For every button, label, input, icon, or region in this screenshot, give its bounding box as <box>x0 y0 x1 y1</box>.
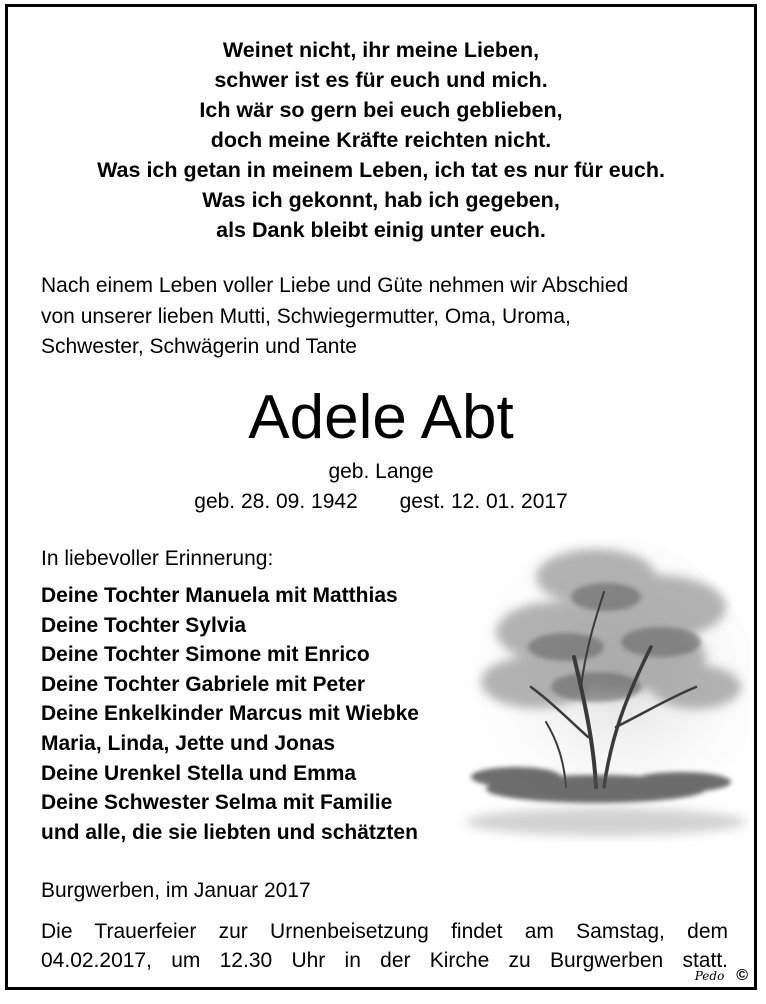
obituary-notice <box>5 4 757 990</box>
copyright-icon: © <box>736 967 748 984</box>
death-date: gest. 12. 01. 2017 <box>399 490 568 513</box>
place-date: Burgwerben, im Januar 2017 <box>41 879 311 902</box>
mourner-line: Deine Tochter Simone mit Enrico <box>41 643 370 667</box>
poem-line: Was ich getan in meinem Leben, ich tat es nur für euch. <box>97 158 665 182</box>
funeral-notice: Die Trauerfeier zur Urnenbeisetzung findet am Samstag, dem 04.02.2017, um 12.30 Uhr in der Kirche zu Burgwerben statt. <box>41 920 728 972</box>
poem-line: Weinet nicht, ihr meine Lieben, <box>222 38 540 62</box>
intro-line: Nach einem Leben voller Liebe und Güte nehmen wir Abschied <box>41 274 629 297</box>
poem-line: Was ich gekonnt, hab ich gegeben, <box>202 188 560 212</box>
publisher-signature: Pedo <box>694 969 725 983</box>
deceased-name: Adele Abt <box>248 383 514 452</box>
poem-line: Ich wär so gern bei euch geblieben, <box>199 98 563 122</box>
intro-text <box>41 271 741 363</box>
poem-line: schwer ist es für euch und mich. <box>214 68 548 92</box>
mourner-line: Deine Schwester Selma mit Familie <box>41 791 393 815</box>
life-dates <box>8 488 754 516</box>
poem <box>8 35 754 245</box>
maiden-name: geb. Lange <box>328 460 434 483</box>
poem-line: als Dank bleibt einig unter euch. <box>216 218 546 242</box>
mourner-line: Deine Tochter Gabriele mit Peter <box>41 672 366 696</box>
intro-line: Schwester, Schwägerin und Tante <box>41 335 357 358</box>
mourner-line: Deine Enkelkinder Marcus mit Wiebke <box>41 702 419 726</box>
watercolor-tree-icon <box>446 537 750 847</box>
intro-line: von unserer lieben Mutti, Schwiegermutter, Oma, Uroma, <box>41 304 571 328</box>
mourners-list <box>41 581 419 847</box>
memory-label: In liebevoller Erinnerung: <box>41 547 274 570</box>
mourner-line: und alle, die sie liebten und schätzten <box>41 820 418 844</box>
poem-line: doch meine Kräfte reichten nicht. <box>210 128 552 152</box>
mourner-line: Deine Tochter Sylvia <box>41 613 247 637</box>
mourner-line: Deine Urenkel Stella und Emma <box>41 761 357 785</box>
footer <box>695 966 748 985</box>
mourner-line: Deine Tochter Manuela mit Matthias <box>41 584 398 607</box>
birth-date: geb. 28. 09. 1942 <box>194 490 358 513</box>
mourner-line: Maria, Linda, Jette und Jonas <box>41 731 336 755</box>
